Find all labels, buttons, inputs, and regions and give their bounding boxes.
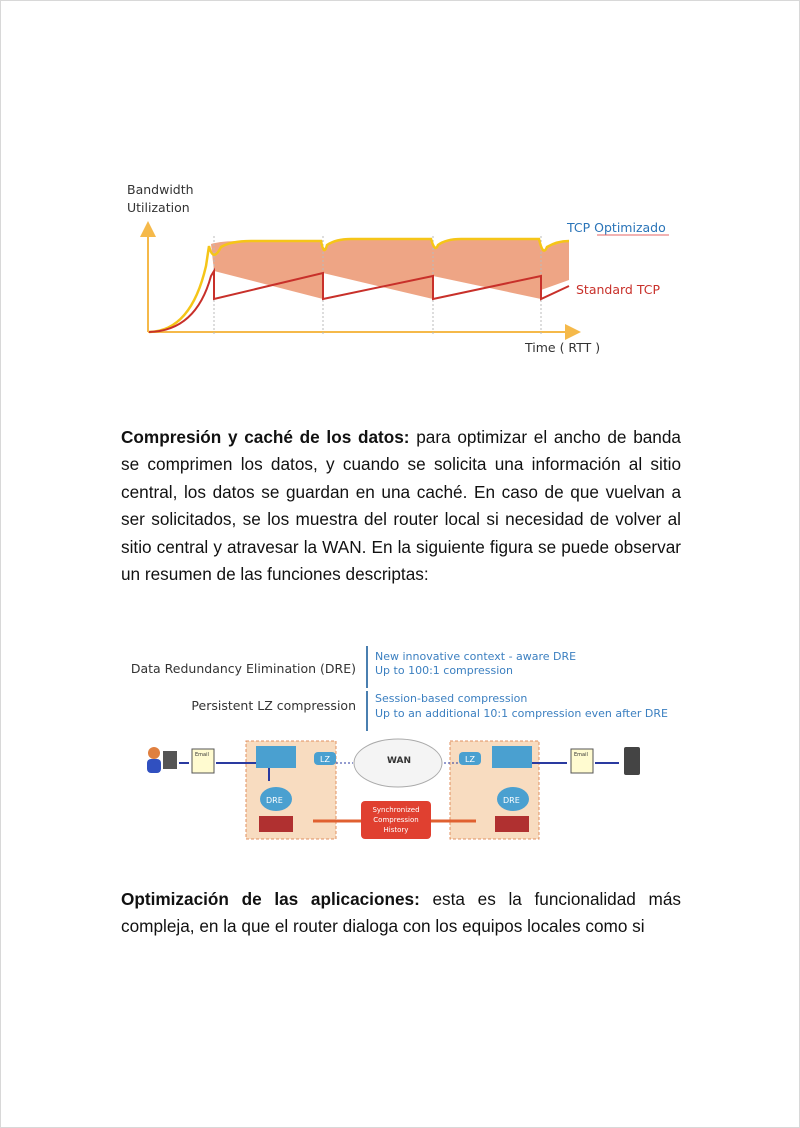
paragraph-text: esta es la funcionalidad más compleja, en la que el router dialoga con los equipos locales como si [121, 889, 681, 937]
tcp-bandwidth-chart [111, 176, 691, 361]
dre-label: Data Redundancy Elimination (DRE) [130, 661, 356, 676]
email-icon [571, 749, 593, 773]
paragraph-app-optimization [121, 886, 681, 941]
legend-optimized: TCP Optimizado [567, 220, 666, 235]
svg-text:LZ: LZ [320, 755, 330, 764]
dre-desc: Up to 100:1 compression [375, 664, 514, 677]
dre-desc: New innovative context - aware DRE [375, 650, 577, 663]
svg-text:WAN: WAN [387, 756, 412, 766]
router-icon [492, 746, 532, 768]
paragraph-heading: Optimización de las aplicaciones: [121, 889, 420, 909]
lz-desc: Up to an additional 10:1 compression even after DRE [375, 707, 668, 720]
lz-label: Persistent LZ compression [191, 698, 356, 713]
optimized-gap-fill [211, 239, 569, 299]
lz-box [459, 752, 481, 765]
sync-history-badge [361, 801, 431, 839]
dre-store [497, 787, 529, 811]
dre-store [260, 787, 292, 811]
user-icon [147, 747, 177, 773]
svg-text:DRE: DRE [503, 796, 520, 805]
svg-text:Email: Email [574, 752, 588, 758]
y-axis-label: Utilization [127, 200, 190, 215]
legend-standard: Standard TCP [576, 282, 661, 297]
svg-text:LZ: LZ [465, 755, 475, 764]
lz-desc: Session-based compression [375, 692, 528, 705]
email-icon [192, 749, 214, 773]
lz-box [314, 752, 336, 765]
svg-text:DRE: DRE [266, 796, 283, 805]
svg-text:Synchronized: Synchronized [372, 806, 420, 814]
x-axis-label: Time ( RTT ) [525, 340, 601, 355]
paragraph-text: para optimizar el ancho de banda se comprimen los datos, y cuando se solicita una información al sitio central, los datos se guardan en una caché. En caso de que vuelvan a ser solicitados, se los muestra del router local si necesidad de volver al sitio central y atravesar la WAN. En la siguiente figura se puede observar un resumen de las funciones descriptas: [121, 427, 681, 585]
y-axis-label: Bandwidth [127, 182, 194, 197]
paragraph-heading: Compresión y caché de los datos: [121, 427, 410, 447]
history-blocks [495, 816, 529, 832]
router-icon [256, 746, 296, 768]
wan-cloud-icon [354, 739, 442, 787]
svg-text:History: History [383, 826, 409, 834]
history-blocks [259, 816, 293, 832]
paragraph-compression [121, 424, 681, 588]
dre-lz-diagram [121, 641, 681, 851]
server-icon [624, 747, 640, 775]
svg-text:Compression: Compression [373, 816, 419, 824]
svg-text:Email: Email [195, 752, 209, 758]
